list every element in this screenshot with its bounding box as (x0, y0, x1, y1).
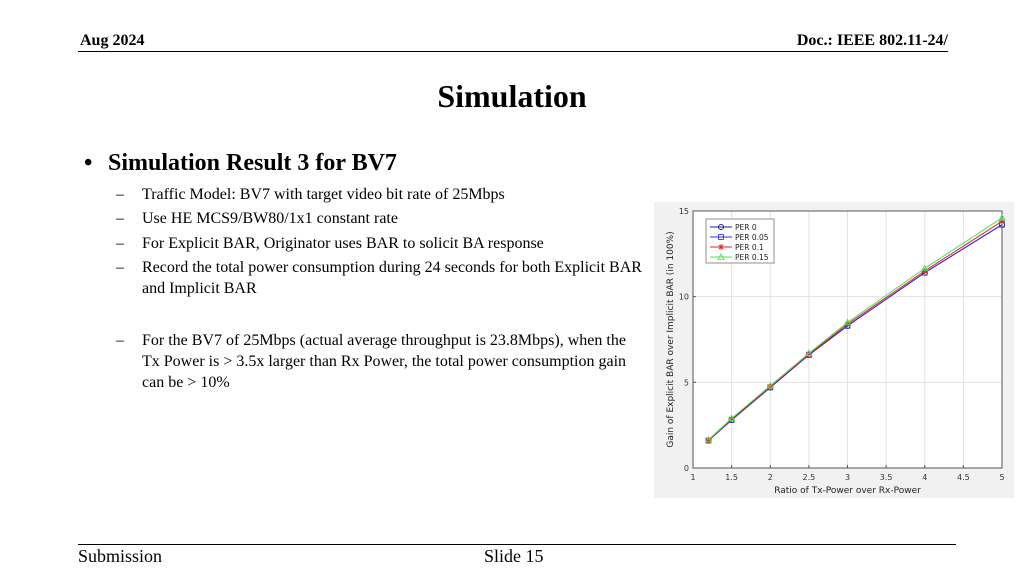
sub-bullet (116, 257, 646, 299)
y-axis-label: Gain of Explicit BAR over Implicit BAR (in 100%) (666, 231, 676, 448)
x-tick-label: 1.5 (725, 473, 738, 482)
slide-title: Simulation (437, 78, 587, 114)
x-tick-label: 3 (844, 473, 851, 482)
dash-marker: – (116, 210, 124, 227)
header-divider (78, 51, 948, 52)
sub-bullet-text: Traffic Model: BV7 with target video bit rate of 25Mbps (142, 186, 505, 203)
main-bullet (84, 150, 397, 177)
legend-label: PER 0.1 (735, 243, 764, 252)
y-tick-label: 15 (678, 207, 689, 216)
dash-marker: – (116, 186, 124, 203)
x-tick-label: 4.5 (957, 473, 970, 482)
footer-slide-number: Slide 15 (484, 546, 544, 566)
sub-bullet (116, 233, 646, 254)
header-date: Aug 2024 (80, 32, 145, 49)
x-axis-label: Ratio of Tx-Power over Rx-Power (774, 486, 921, 496)
dash-marker: – (116, 332, 124, 349)
x-tick-label: 3.5 (879, 473, 893, 482)
y-tick-label: 0 (683, 464, 689, 473)
legend-label: PER 0 (735, 223, 757, 232)
sub-bullet-text: For the BV7 of 25Mbps (actual average throughput is 23.8Mbps), when the Tx Power is > 3.5x larger than Rx Power, the total power consumption gain can be > 10% (142, 332, 627, 391)
chart-legend (706, 219, 774, 263)
legend-label: PER 0.05 (735, 233, 769, 242)
legend-label: PER 0.15 (735, 253, 769, 262)
y-tick-label: 10 (678, 292, 689, 302)
sub-bullet-text: Record the total power consumption during 24 seconds for both Explicit BAR and Implicit BAR (142, 259, 642, 297)
dash-marker: – (116, 235, 124, 252)
y-tick-label: 5 (683, 378, 689, 388)
x-tick-label: 4 (922, 473, 928, 482)
sub-bullet (116, 184, 646, 205)
sub-bullet-text: Use HE MCS9/BW80/1x1 constant rate (142, 210, 398, 227)
line-chart (654, 202, 1014, 498)
dash-marker: – (116, 259, 124, 276)
footer-divider (78, 544, 956, 545)
x-tick-label: 2.5 (802, 473, 816, 482)
header-doc-number: Doc.: IEEE 802.11-24/ (796, 32, 948, 49)
sub-bullet-text: For Explicit BAR, Originator uses BAR to solicit BA response (142, 235, 544, 252)
sub-bullet (116, 208, 646, 229)
footer-submission: Submission (78, 546, 163, 566)
chart-image (654, 202, 1014, 498)
data-point (718, 244, 724, 250)
sub-bullet (116, 330, 646, 393)
x-tick-label: 1 (690, 473, 696, 482)
bullet-marker: • (84, 150, 93, 176)
x-tick-label: 2 (767, 473, 773, 482)
main-bullet-text: Simulation Result 3 for BV7 (108, 150, 397, 176)
x-tick-label: 5 (999, 473, 1005, 482)
